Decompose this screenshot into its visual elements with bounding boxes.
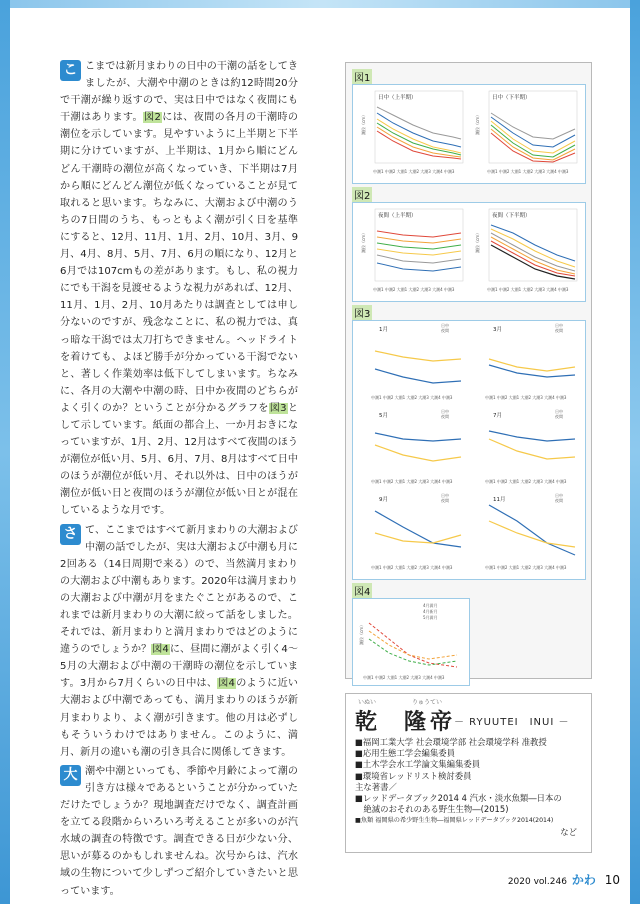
fig3-mar-legend-night: 夜間	[555, 328, 563, 333]
fig3-mar-legend-day: 日中	[555, 323, 563, 328]
fig3-may-xlabel: 中潮1 中潮2 大潮1 大潮2 大潮3 大潮4 中潮3	[371, 479, 453, 484]
fig1-left-ylabel: 潮位（cm）	[361, 112, 366, 135]
fig3-may-legend-day: 日中	[441, 409, 449, 414]
fig3-may-month: 5月	[379, 413, 388, 419]
publication-1-line-2: 絶滅のおそれのある野生生物―(2015)	[355, 804, 509, 815]
figure-3-title: 図3	[352, 305, 372, 320]
issue-label: 2020 vol.246	[507, 877, 567, 887]
fig3-jan-month: 1月	[379, 327, 388, 333]
paragraph-1-text-a: こまでは新月まわりの日中の干潮の話をしてきましたが、大潮や中潮のときは約12時間20分で干潮が繰り返すので、実は日中ではなく夜間にも干潮はあります。	[60, 61, 298, 124]
fig3-jan-legend-day: 日中	[441, 323, 449, 328]
fig3-panel-sep	[371, 492, 461, 570]
figure-3	[352, 320, 586, 580]
fig3-jan-legend-night: 夜間	[441, 328, 449, 333]
fig3-jul-month: 7月	[493, 413, 502, 419]
magazine-name: かわ	[571, 873, 596, 887]
figure-ref-4b[interactable]: 図4	[218, 678, 235, 690]
affiliation-3: ■土木学会水工学論文集編集委員	[355, 759, 481, 770]
figure-1	[352, 84, 586, 184]
figure-ref-3[interactable]: 図3	[269, 402, 287, 414]
publication-1-line-1: ■レッドデータブック2014 4 汽水・淡水魚類―日本の	[355, 793, 562, 804]
fig2-right-ylabel: 潮位（cm）	[475, 230, 480, 253]
fig3-nov-month: 11月	[493, 497, 506, 503]
figure-1-title: 図1	[352, 69, 372, 84]
fig3-may-legend-night: 夜間	[441, 414, 449, 419]
author-surname: 乾	[355, 709, 382, 735]
paragraph-3-text: 潮や中潮といっても、季節や月齢によって潮の引き方は様々であるということが分かっていただけたでしょうか？現地調査だけでなく、調査計画を立てる段階からいろいろ考えることが多いのが汽水域の調査の特徴です。調査できる日が少ない分、思いが募るのかもしれませんね。次号からは、汽水域の生物について少しずつご紹介していきたいと思っています。	[60, 765, 298, 897]
fig3-jul-legend-night: 夜間	[555, 414, 563, 419]
page-footer	[508, 871, 620, 888]
fig1-left-label: 日中（上半期）	[378, 95, 417, 101]
fig3-nov-legend-day: 日中	[555, 493, 563, 498]
fig3-sep-legend-day: 日中	[441, 493, 449, 498]
figure-4-title: 図4	[352, 583, 372, 598]
fig2-left-xlabel: 中潮1 中潮2 大潮1 大潮2 大潮3 大潮4 中潮3	[373, 287, 455, 292]
fig3-sep-legend-night: 夜間	[441, 498, 449, 503]
fig3-panel-may	[371, 408, 461, 484]
fig1-right-label: 日中（下半期）	[492, 95, 531, 101]
top-border-decoration	[0, 0, 640, 8]
fig1-right-xlabel: 中潮1 中潮2 大潮1 大潮2 大潮3 大潮4 中潮3	[487, 169, 569, 174]
fig1-left-chart	[360, 91, 463, 174]
right-border-decoration	[630, 0, 640, 904]
fig3-jul-legend-day: 日中	[555, 409, 563, 414]
dropcap-ko: こ	[60, 60, 81, 81]
paragraph-2	[60, 522, 298, 761]
fig3-sep-month: 9月	[379, 497, 388, 503]
dropcap-dai: 大	[60, 765, 81, 786]
fig4-xlabel: 中潮1 中潮2 大潮1 大潮2 大潮3 大潮4 中潮3	[363, 675, 445, 680]
figure-2	[352, 202, 586, 302]
figures-panel	[345, 62, 592, 679]
fig3-panel-jan	[371, 322, 461, 400]
paragraph-1-text-c: として示しています。紙面の都合上、一か月おきになっていますが、1月、2月、12月はすべて夜間のほうが潮位が低い月、5月、6月、7月、8月はすべて日中のほうが潮位が低い月、それ以外は、日中のほうが潮位が低い日と夜間のほうが潮位が低い日とが混在しているような月です。	[60, 402, 298, 517]
paragraph-2-text-b: に、昼間に潮がよく引く4～5月の大潮および中潮の干潮時の潮位を示しています。3月から7月くらいの日中は、	[60, 644, 298, 690]
left-border-decoration	[0, 0, 10, 904]
fig3-panel-jul	[485, 408, 575, 484]
author-details	[355, 737, 587, 838]
fig1-right-chart	[474, 91, 577, 174]
fig1-right-ylabel: 潮位（cm）	[475, 112, 480, 135]
fig3-jul-xlabel: 中潮1 中潮2 大潮1 大潮2 大潮3 大潮4 中潮3	[485, 479, 567, 484]
fig3-mar-xlabel: 中潮1 中潮2 大潮1 大潮2 大潮3 大潮4 中潮3	[485, 395, 567, 400]
figure-ref-4a[interactable]: 図4	[152, 644, 169, 656]
dropcap-sa: さ	[60, 524, 81, 545]
paragraph-1	[60, 58, 298, 520]
fig3-panel-nov	[485, 492, 575, 570]
fig3-sep-xlabel: 中潮1 中潮2 大潮1 大潮2 大潮3 大潮4 中潮3	[371, 565, 453, 570]
fig1-left-xlabel: 中潮1 中潮2 大潮1 大潮2 大潮3 大潮4 中潮3	[373, 169, 455, 174]
fig2-right-chart	[474, 209, 577, 292]
fig3-mar-month: 3月	[493, 327, 502, 333]
fig4-legend-apr-full: 4月満月	[423, 603, 438, 608]
author-profile	[345, 693, 592, 853]
figure-4	[352, 598, 470, 686]
paragraph-1-text-b: には、夜間の各月の干潮時の潮位を示しています。見やすいように上半期と下半期に分けていますが、上半期は、1月から順にどんどん干潮時の潮位が高くなっていき、下半期は7月から順にどんどん潮位が低くなっていることが見て取れると思います。ちなみに、大潮および中潮のうちの7日間のうち、もっともよく潮が引く日を基準にすると、12月、11月、1月、2月、10月、3月、9月、4月、8月、5月、7月、6月の順になり、12月と6月では107cmもの差があります。もし、私の視力にでも干潟を見渡せるような視力があれば、12月、11月、1月、2月、10月あたりは調査としては申し分ないのですが、残念なことに、私の視力では、真っ暗な干潟では太刀打ちできません。ヘッドライトを着けても、よほど勝手が分かっている干潟でないと、著しく作業効率は低下してしまいます。ちなみに、各月の大潮や中潮の時、日中か夜間のどちらがよく引くのか？ということが分かるグラフを	[60, 112, 298, 414]
publications-etc: など	[560, 826, 577, 837]
fig2-right-label: 夜間（下半期）	[492, 213, 531, 219]
affiliation-2: ■応用生態工学会編集委員	[355, 748, 456, 759]
author-romaji: － RYUUTEI INUI －	[454, 717, 570, 728]
article-column	[60, 58, 298, 900]
author-given-name: 隆帝	[404, 709, 457, 735]
fig4-legend-may-full: 5月満月	[423, 615, 438, 620]
paragraph-2-text-c: のように近い大潮および中潮であっても、満月まわりのほうが新月まわりより、よく潮が引きます。他の月は必ずしもそういうわけではありません。このように、満月、新月の違いも潮の引き具合に関係してきます。	[60, 678, 298, 758]
fig3-nov-legend-night: 夜間	[555, 498, 563, 503]
affiliation-1: ■福岡工業大学 社会環境学部 社会環境学科 准教授	[355, 737, 547, 747]
fig2-left-label: 夜間（上半期）	[378, 213, 417, 219]
fig3-jan-xlabel: 中潮1 中潮2 大潮1 大潮2 大潮3 大潮4 中潮3	[371, 395, 453, 400]
author-ruby-surname: いぬい	[358, 699, 377, 706]
fig4-legend-apr-new: 4月新月	[423, 609, 438, 614]
publication-2: ■魚類 福岡県の希少野生生物―福岡県レッドデータブック2014(2014)	[355, 817, 554, 825]
paragraph-2-text-a: て、ここまではすべて新月まわりの大潮および中潮の話でしたが、実は大潮および中潮も月に2回ある（14日周期で来る）ので、当然満月まわりの大潮および中潮もあります。2020年は満月まわりの大潮および中潮が月をまたぐことがあるので、これまでは新月まわりの大潮に絞って話をしました。それでは、新月まわりと満月まわりではどのように違うのでしょうか？	[60, 524, 298, 656]
fig3-panel-mar	[485, 322, 575, 400]
fig2-left-chart	[360, 209, 463, 292]
fig4-ylabel: 潮位（cm）	[359, 622, 364, 645]
figure-2-title: 図2	[352, 187, 372, 202]
figure-ref-2[interactable]: 図2	[143, 112, 161, 124]
author-ruby-given: りゅうてい	[412, 699, 443, 706]
affiliation-4: ■環境省レッドリスト検討委員	[355, 770, 472, 781]
fig2-right-xlabel: 中潮1 中潮2 大潮1 大潮2 大潮3 大潮4 中潮3	[487, 287, 569, 292]
page-number: 10	[604, 873, 620, 887]
publications-heading: 主な著書／	[355, 781, 397, 792]
fig3-nov-xlabel: 中潮1 中潮2 大潮1 大潮2 大潮3 大潮4 中潮3	[485, 565, 567, 570]
fig2-left-ylabel: 潮位（cm）	[361, 230, 366, 253]
paragraph-3	[60, 763, 298, 900]
